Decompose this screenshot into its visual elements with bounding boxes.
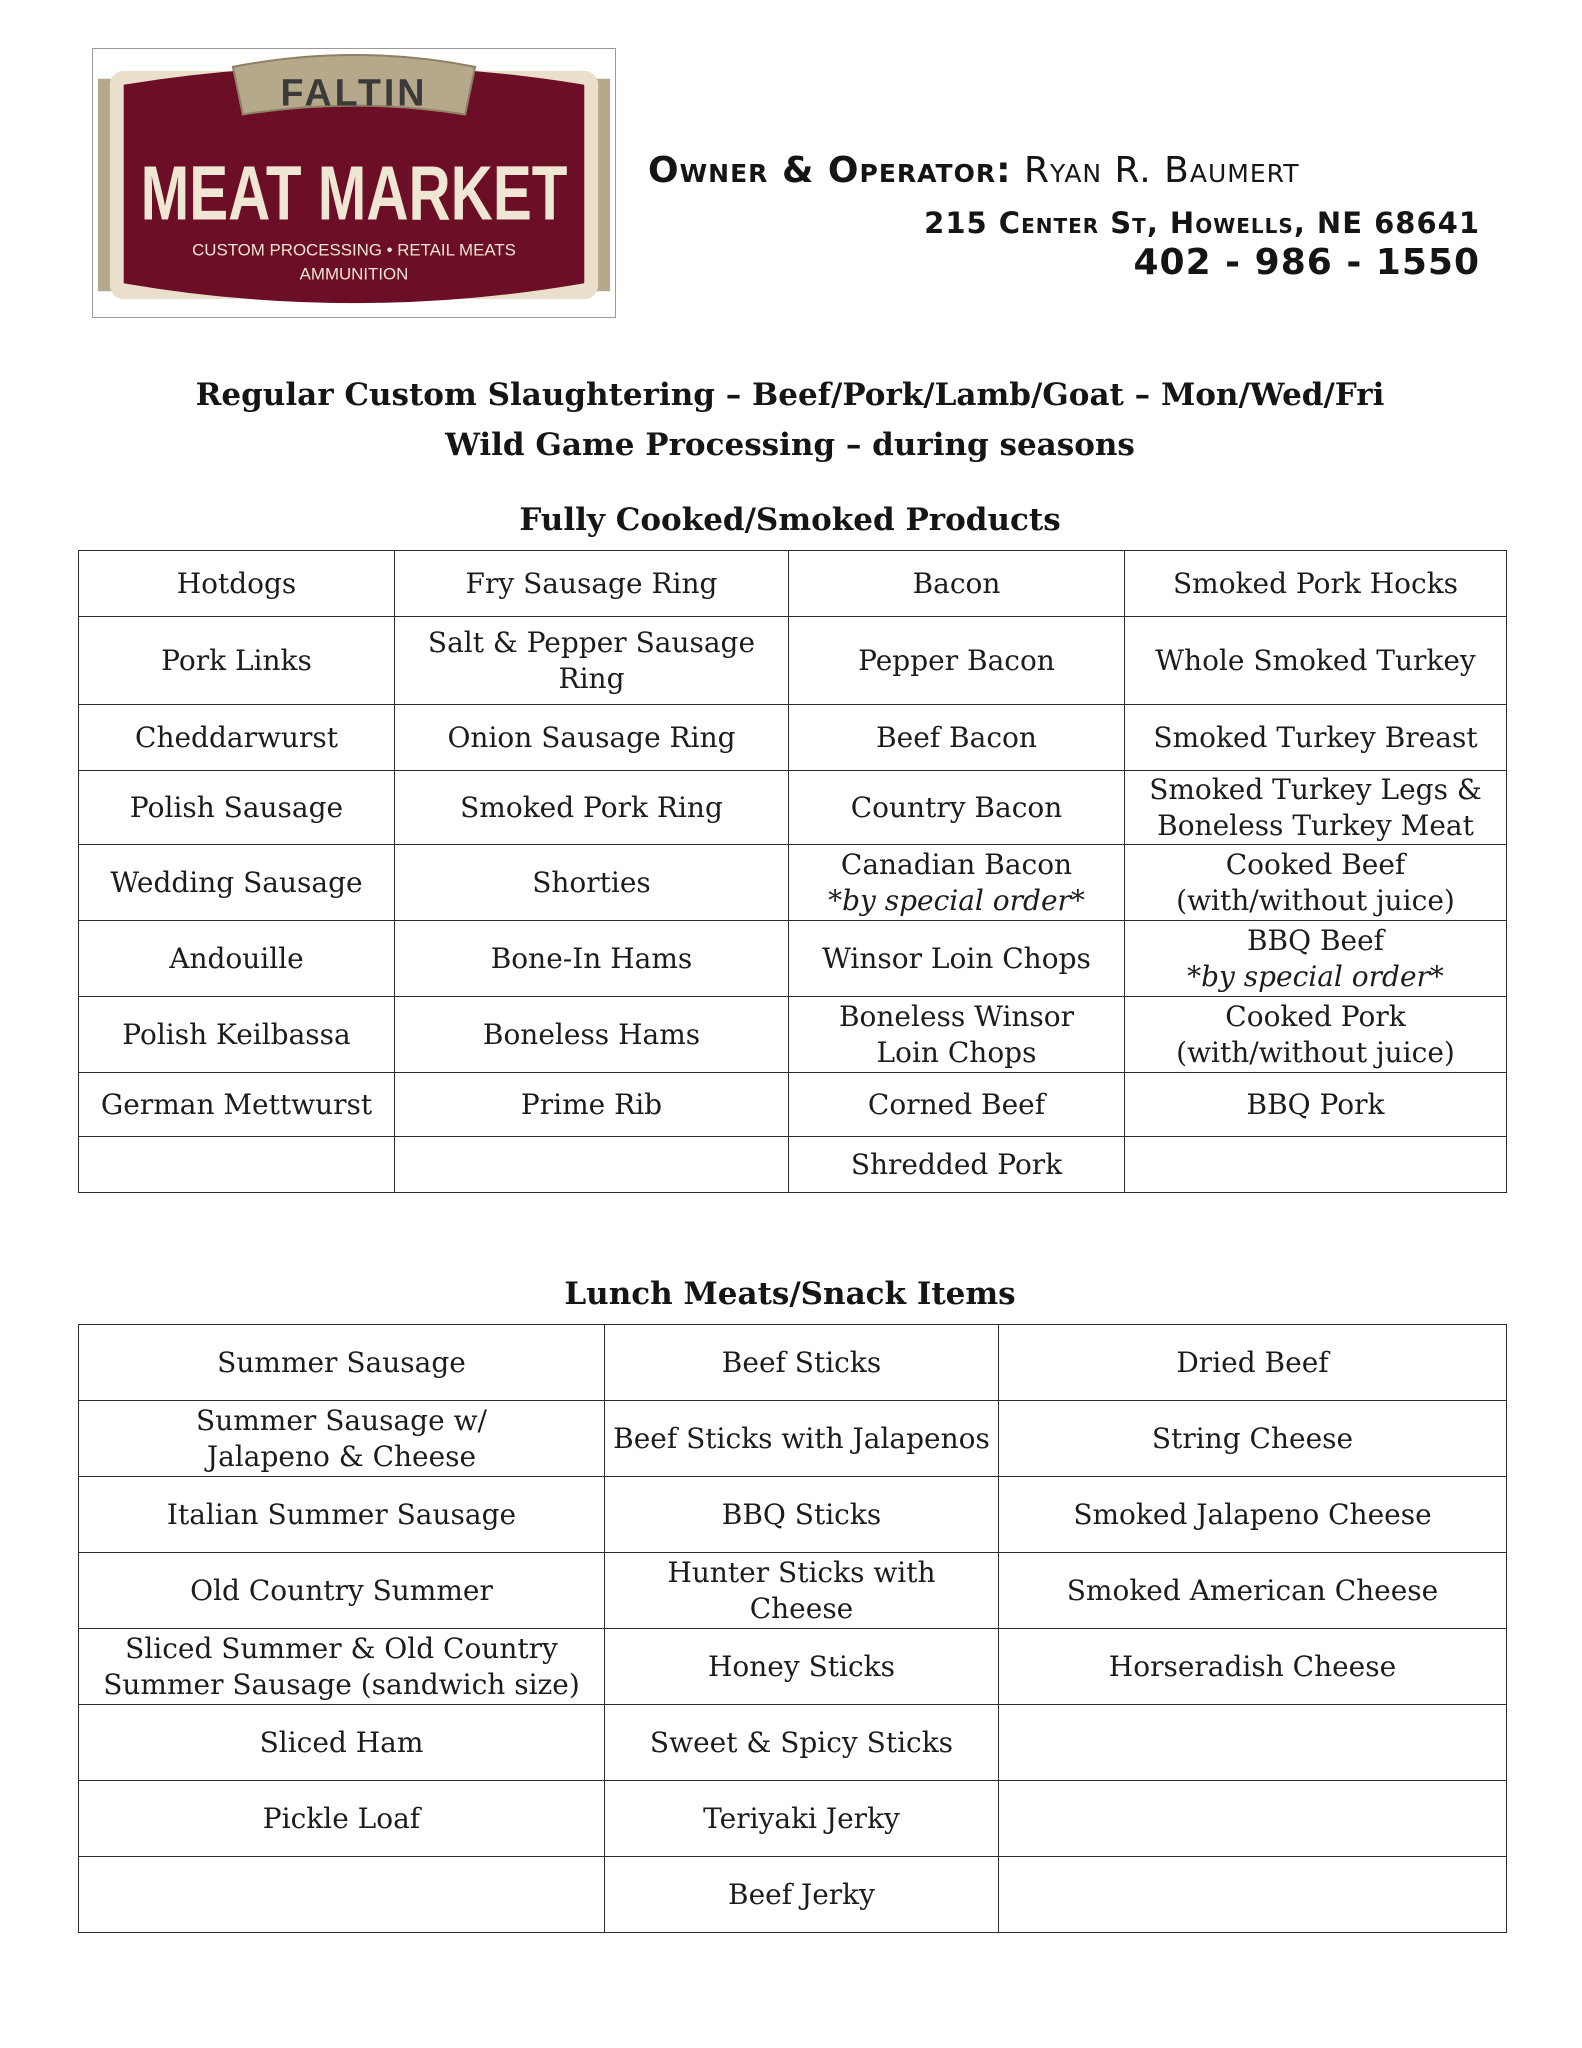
table-row (79, 1629, 1507, 1705)
table-row (79, 1325, 1507, 1401)
special-order-note: *by special order* (828, 883, 1085, 917)
product-cell (395, 617, 789, 705)
product-cell (605, 1781, 999, 1857)
intro-wild-game-line: Wild Game Processing – during seasons (445, 427, 1135, 463)
product-name: Wedding Sausage (110, 865, 363, 899)
product-name: Beef Jerky (728, 1877, 875, 1911)
lunch-meats-heading: Lunch Meats/Snack Items (564, 1276, 1016, 1312)
product-name: Smoked Pork Ring (460, 790, 723, 824)
product-cell (605, 1705, 999, 1781)
table-row (79, 1073, 1507, 1137)
table-row (79, 551, 1507, 617)
product-cell (1125, 921, 1507, 997)
product-name: Whole Smoked Turkey (1155, 643, 1476, 677)
product-cell (79, 1629, 605, 1705)
product-name: Beef Sticks with Jalapenos (613, 1421, 990, 1455)
product-name: Prime Rib (520, 1087, 663, 1121)
product-name: Shredded Pork (850, 1147, 1063, 1181)
logo-tagline-1: CUSTOM PROCESSING • RETAIL MEATS (192, 240, 516, 260)
intro-slaughtering-line: Regular Custom Slaughtering – Beef/Pork/Lamb/Goat – Mon/Wed/Fri (195, 377, 1385, 413)
table-row (79, 1781, 1507, 1857)
product-cell (79, 921, 395, 997)
product-name: BBQ Sticks (721, 1497, 882, 1531)
owner-name: Ryan R. Baumert (1023, 150, 1300, 191)
product-name: Smoked Turkey Legs & Boneless Turkey Meat (1149, 772, 1482, 842)
product-name: Summer Sausage w/ Jalapeno & Cheese (196, 1403, 487, 1473)
table-row (79, 1477, 1507, 1553)
product-cell (999, 1781, 1507, 1857)
product-name: Polish Sausage (129, 790, 344, 824)
product-cell (79, 551, 395, 617)
product-cell (789, 551, 1125, 617)
product-cell (1125, 997, 1507, 1073)
product-cell (79, 1477, 605, 1553)
product-name: Cheddarwurst (135, 720, 338, 754)
product-name: Polish Keilbassa (122, 1017, 351, 1051)
product-cell (79, 617, 395, 705)
product-cell (999, 1857, 1507, 1933)
product-name: Fry Sausage Ring (465, 566, 718, 600)
product-cell (1125, 1137, 1507, 1193)
product-name: Old Country Summer (190, 1573, 493, 1607)
lunch-meats-table (78, 1324, 1507, 1933)
product-name: BBQ Pork (1246, 1087, 1385, 1121)
product-cell (789, 771, 1125, 845)
product-cell (605, 1629, 999, 1705)
logo-tagline-2: AMMUNITION (299, 264, 409, 284)
product-cell (395, 771, 789, 845)
product-cell (789, 1137, 1125, 1193)
special-order-note: *by special order* (1187, 959, 1444, 993)
product-cell (1125, 845, 1507, 921)
product-name: String Cheese (1151, 1421, 1354, 1455)
product-cell (789, 617, 1125, 705)
fully-cooked-table (78, 550, 1507, 1193)
table-row (79, 771, 1507, 845)
product-name: Honey Sticks (707, 1649, 895, 1683)
table-row (79, 1857, 1507, 1933)
product-name: Horseradish Cheese (1108, 1649, 1397, 1683)
product-cell (1125, 705, 1507, 771)
product-cell (395, 1137, 789, 1193)
table-row (79, 1401, 1507, 1477)
product-name: Italian Summer Sausage (166, 1497, 517, 1531)
table-row (79, 617, 1507, 705)
product-name: Country Bacon (850, 790, 1063, 824)
product-cell (395, 705, 789, 771)
product-cell (999, 1477, 1507, 1553)
product-cell (79, 705, 395, 771)
owner-line (648, 150, 1478, 191)
product-cell (79, 845, 395, 921)
store-address: 215 Center St, Howells, NE 68641 (924, 206, 1480, 240)
table-row (79, 705, 1507, 771)
product-cell (79, 1073, 395, 1137)
product-cell (999, 1553, 1507, 1629)
product-name: Onion Sausage Ring (447, 720, 736, 754)
product-cell (395, 845, 789, 921)
fully-cooked-heading: Fully Cooked/Smoked Products (519, 502, 1061, 538)
product-name: Smoked Jalapeno Cheese (1073, 1497, 1432, 1531)
product-name: Hunter Sticks with Cheese (667, 1555, 936, 1625)
product-name: Cooked Pork (with/without juice) (1176, 999, 1455, 1069)
product-cell (1125, 1073, 1507, 1137)
product-name: Smoked Pork Hocks (1172, 566, 1459, 600)
product-name: Sweet & Spicy Sticks (649, 1725, 954, 1759)
table-row (79, 845, 1507, 921)
owner-label: Owner & Operator: (648, 150, 1012, 191)
product-cell (79, 1781, 605, 1857)
product-cell (79, 1325, 605, 1401)
product-cell (79, 997, 395, 1073)
product-name: Beef Sticks (721, 1345, 882, 1379)
product-cell (395, 551, 789, 617)
product-cell (789, 705, 1125, 771)
product-cell (395, 1073, 789, 1137)
product-cell (1125, 771, 1507, 845)
product-name: Winsor Loin Chops (822, 941, 1091, 975)
store-logo (92, 48, 616, 318)
product-name: Boneless Winsor Loin Chops (838, 999, 1075, 1069)
product-cell (79, 1401, 605, 1477)
product-name: Pork Links (161, 643, 312, 677)
logo-graphic (93, 49, 615, 317)
product-cell (605, 1553, 999, 1629)
table-row (79, 997, 1507, 1073)
product-name: Summer Sausage (217, 1345, 466, 1379)
product-cell (999, 1705, 1507, 1781)
store-phone: 402 - 986 - 1550 (1133, 242, 1480, 283)
product-name: Teriyaki Jerky (703, 1801, 900, 1835)
table-row (79, 1553, 1507, 1629)
product-cell (999, 1629, 1507, 1705)
product-name: Bone-In Hams (490, 941, 693, 975)
product-cell (605, 1857, 999, 1933)
product-cell (605, 1477, 999, 1553)
product-cell (79, 1553, 605, 1629)
product-name: Dried Beef (1176, 1345, 1329, 1379)
product-name: Beef Bacon (876, 720, 1037, 754)
product-name: Smoked Turkey Breast (1153, 720, 1478, 754)
product-name: Canadian Bacon (840, 847, 1073, 881)
product-cell (789, 997, 1125, 1073)
table-row (79, 1705, 1507, 1781)
product-cell (79, 771, 395, 845)
product-name: Sliced Summer & Old Country Summer Sausage (sandwich size) (103, 1631, 580, 1701)
product-cell (395, 921, 789, 997)
product-cell (999, 1325, 1507, 1401)
services-intro (80, 370, 1500, 470)
product-name: Cooked Beef (with/without juice) (1176, 847, 1455, 917)
product-name: Pickle Loaf (262, 1801, 421, 1835)
product-name: Shorties (532, 865, 651, 899)
product-cell (605, 1325, 999, 1401)
product-cell (1125, 617, 1507, 705)
product-cell (79, 1705, 605, 1781)
product-name: Smoked American Cheese (1066, 1573, 1439, 1607)
product-cell (395, 997, 789, 1073)
product-cell (999, 1401, 1507, 1477)
product-cell (789, 1073, 1125, 1137)
product-cell (789, 921, 1125, 997)
logo-brand-main: MEAT MARKET (140, 150, 568, 237)
product-name: Corned Beef (867, 1087, 1046, 1121)
product-name: Boneless Hams (482, 1017, 701, 1051)
table-row (79, 1137, 1507, 1193)
product-cell (605, 1401, 999, 1477)
product-name: BBQ Beef (1246, 923, 1385, 957)
product-name: Andouille (169, 941, 304, 975)
product-name: Bacon (912, 566, 1001, 600)
product-cell (79, 1857, 605, 1933)
product-cell (79, 1137, 395, 1193)
product-name: Pepper Bacon (858, 643, 1055, 677)
logo-brand-top: FALTIN (280, 71, 428, 114)
product-cell (789, 845, 1125, 921)
table-row (79, 921, 1507, 997)
product-name: Hotdogs (176, 566, 297, 600)
product-name: Sliced Ham (259, 1725, 424, 1759)
product-name: Salt & Pepper Sausage Ring (427, 625, 756, 695)
product-name: German Mettwurst (100, 1087, 373, 1121)
product-cell (1125, 551, 1507, 617)
